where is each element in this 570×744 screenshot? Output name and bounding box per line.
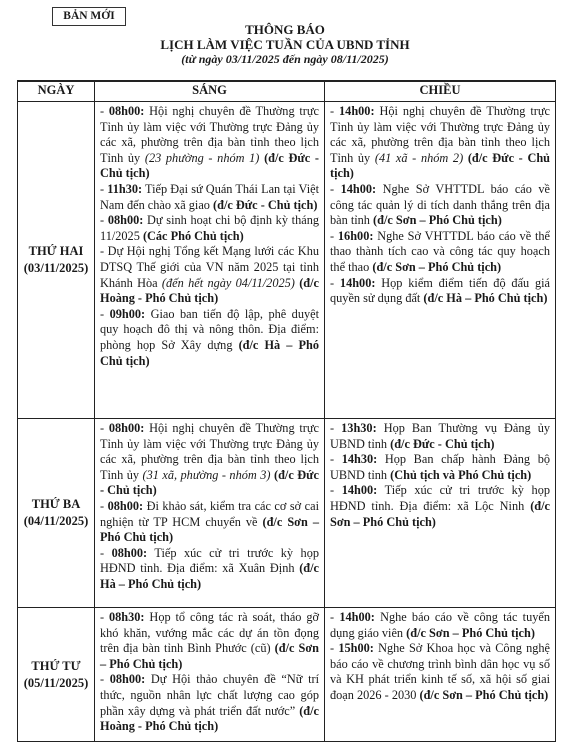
entry-dash: - xyxy=(330,228,338,243)
day-date: (03/11/2025) xyxy=(23,261,89,275)
entry-text: Họp tổ công tác rà soát, tháo gỡ khó khăn, vướng mắc các dự án tồn đọng trên địa bàn tỉnh Bình Phước (cũ) xyxy=(100,610,319,656)
schedule-entry xyxy=(100,244,319,306)
column-header-morning: SÁNG xyxy=(95,81,325,102)
entry-time: 11h30: xyxy=(107,181,143,196)
entry-text: Hội nghị chuyên đề Thường trực Tỉnh ủy làm việc với Thường trực Đảng ủy các xã, phường trên địa bàn tỉnh theo lịch Tỉnh ủy xyxy=(100,421,320,482)
entry-text: Dự Hội thảo chuyên đề “Nữ trí thức, nguồn nhân lực chất lượng cao góp phần xây dựng và phát triển đất nước” xyxy=(100,672,320,718)
entry-text: Dự Hội nghị Tổng kết Mạng lưới các Khu DTSQ Thế giới của VN năm 2025 tại tỉnh Khánh Hòa xyxy=(100,244,319,290)
notice-title: THÔNG BÁO xyxy=(245,22,325,37)
entry-assignee: (đ/c Hà – Phó Chủ tịch) xyxy=(423,291,548,306)
schedule-body xyxy=(18,102,556,742)
entry-time: 14h30: xyxy=(341,452,378,467)
schedule-row xyxy=(18,608,556,742)
entry-dash: - xyxy=(100,672,110,687)
entry-text: Họp kiểm điểm tiến độ đấu giá quyền sử dụng đất xyxy=(330,275,551,306)
schedule-entry xyxy=(100,213,319,244)
entry-time: 08h00: xyxy=(107,498,144,513)
schedule-entry xyxy=(330,276,550,307)
date-range: (từ ngày 03/11/2025 đến ngày 08/11/2025) xyxy=(181,52,389,66)
entry-dash: - xyxy=(100,213,108,228)
entry-assignee: (đ/c Sơn – Phó Chủ tịch) xyxy=(100,514,319,545)
entry-text: Nghe Sở VHTTDL báo cáo về thể thao thành tích cao và công tác quy hoạch thể thao xyxy=(330,228,550,274)
entry-dash: - xyxy=(330,641,339,656)
entry-time: 16h00: xyxy=(337,228,374,243)
schedule-entry xyxy=(100,104,319,182)
entry-assignee: (Chủ tịch và Phó Chủ tịch) xyxy=(390,467,532,482)
entry-time: 13h30: xyxy=(341,421,377,435)
entry-time: 14h00: xyxy=(339,275,376,290)
entry-assignee: (đ/c Hoàng - Phó Chủ tịch) xyxy=(100,275,320,306)
schedule-entry xyxy=(330,452,550,483)
entry-text: Tiếp xúc cử tri trước kỳ họp HĐND tỉnh. Địa điểm: xã Xuân Định xyxy=(100,545,319,576)
entry-dash: - xyxy=(330,452,342,467)
entry-dash: - xyxy=(100,498,108,513)
schedule-entry xyxy=(100,610,319,672)
schedule-entry xyxy=(100,546,319,593)
afternoon-cell xyxy=(325,608,556,742)
entry-time: 14h00: xyxy=(339,610,375,624)
schedule-subtitle: LỊCH LÀM VIỆC TUẦN CỦA UBND TỈNH xyxy=(160,37,410,52)
entry-dash: - xyxy=(330,104,340,118)
schedule-entry xyxy=(330,641,550,703)
entry-time: 14h00: xyxy=(341,483,378,498)
entry-time: 08h00: xyxy=(108,421,145,435)
entry-assignee: (đ/c Sơn – Phó Chủ tịch) xyxy=(373,213,502,228)
day-name: THỨ HAI xyxy=(28,244,84,259)
afternoon-cell xyxy=(325,419,556,608)
entry-text: Họp Ban chấp hành Đảng bộ UBND tỉnh xyxy=(330,452,550,482)
entry-text: Hội nghị chuyên đề Thường trực Tỉnh ủy làm việc với Thường trực Đảng ủy các xã, phường trên địa bàn tỉnh theo lịch Tỉnh ủy xyxy=(330,104,551,165)
entry-assignee: (đ/c Đức - Chủ tịch) xyxy=(390,436,495,451)
schedule-entry xyxy=(330,610,550,641)
entry-text: Nghe báo cáo về công tác tuyển dụng giáo viên xyxy=(330,610,551,640)
entry-assignee: (đ/c Sơn – Phó Chủ tịch) xyxy=(100,641,319,671)
entry-dash: - xyxy=(100,306,110,321)
entry-dash: - xyxy=(100,104,109,118)
entry-time: 08h30: xyxy=(109,610,145,624)
entry-dash: - xyxy=(100,244,108,259)
entry-time: 08h00: xyxy=(109,672,146,687)
column-header-afternoon: CHIỀU xyxy=(325,81,556,102)
entry-time: 14h00: xyxy=(339,104,375,118)
entry-text: Họp Ban Thường vụ Đảng ủy UBND tỉnh xyxy=(330,421,551,451)
entry-assignee: (đ/c Sơn – Phó Chủ tịch) xyxy=(419,687,549,702)
day-cell xyxy=(18,102,95,419)
schedule-row xyxy=(18,102,556,419)
entry-time: 14h00: xyxy=(340,181,377,196)
entry-assignee: (đ/c Hoàng - Phó Chủ tịch) xyxy=(100,703,319,734)
schedule-entry xyxy=(100,672,319,734)
schedule-entry xyxy=(100,499,319,546)
morning-cell xyxy=(95,608,325,742)
schedule-entry xyxy=(330,421,550,452)
entry-dash: - xyxy=(100,421,109,435)
morning-cell xyxy=(95,102,325,419)
entry-note: (23 phường - nhóm 1) xyxy=(144,150,260,165)
entry-assignee: (đ/c Sơn – Phó Chủ tịch) xyxy=(406,625,535,640)
entry-note: (31 xã, phường - nhóm 3) xyxy=(142,467,271,482)
entry-text: Dự sinh hoạt chi bộ định kỳ tháng 11/2025 xyxy=(100,213,320,243)
entry-assignee: (đ/c Đức - Chủ tịch) xyxy=(100,467,319,498)
entry-text: Giao ban tiến độ lập, phê duyệt quy hoạch đô thị và nông thôn. Địa điểm: phòng họp Sở Xây dựng xyxy=(100,306,319,352)
afternoon-cell xyxy=(325,102,556,419)
entry-dash: - xyxy=(100,181,108,196)
entry-text: Đi khảo sát, kiểm tra các cơ sở cai nghiện từ TP HCM chuyển về xyxy=(100,498,319,529)
entry-time: 08h00: xyxy=(107,213,144,228)
entry-assignee: (đ/c Sơn – Phó Chủ tịch) xyxy=(330,498,550,529)
entry-dash: - xyxy=(100,610,109,624)
entry-text: Nghe Sở Khoa học và Công nghệ báo cáo về chương trình bình dân học vụ số và KH phát triển kinh tế số, xã hội số giai đoạn 2026 - 2030 xyxy=(330,641,550,702)
entry-assignee: (đ/c Đức - Chủ tịch) xyxy=(100,150,320,181)
day-date: (04/11/2025) xyxy=(23,514,89,528)
schedule-entry xyxy=(330,229,550,276)
entry-assignee: (đ/c Sơn – Phó Chủ tịch) xyxy=(372,259,502,274)
schedule-entry xyxy=(330,182,550,229)
day-date: (05/11/2025) xyxy=(23,675,89,690)
day-name: THỨ BA xyxy=(31,497,81,512)
entry-assignee: (đ/c Hà – Phó Chủ tịch) xyxy=(100,561,319,591)
entry-note: (41 xã - nhóm 2) xyxy=(374,150,464,165)
entry-time: 08h00: xyxy=(108,104,145,118)
entry-time: 08h00: xyxy=(111,545,148,560)
schedule-entry xyxy=(100,307,319,369)
table-header-row xyxy=(18,81,556,102)
day-cell xyxy=(18,419,95,608)
entry-text: Tiếp Đại sứ Quán Thái Lan tại Việt Nam đến chào xã giao xyxy=(100,181,319,212)
entry-time: 09h00: xyxy=(109,306,146,321)
entry-dash: - xyxy=(330,483,342,498)
weekly-schedule-table xyxy=(17,80,556,742)
entry-time: 15h00: xyxy=(338,641,374,656)
day-cell xyxy=(18,608,95,742)
entry-dash: - xyxy=(330,181,341,196)
entry-assignee: (đ/c Đức - Chủ tịch) xyxy=(330,150,550,181)
entry-dash: - xyxy=(330,421,342,435)
entry-text: Tiếp xúc cử tri trước kỳ họp HĐND tỉnh. Địa điểm: xã Lộc Ninh xyxy=(330,483,550,513)
entry-dash: - xyxy=(330,275,340,290)
column-header-day: NGÀY xyxy=(18,81,95,102)
schedule-entry xyxy=(330,104,550,182)
entry-text: Hội nghị chuyên đề Thường trực Tỉnh ủy làm việc với Thường trực Đảng ủy các xã, phường trên địa bàn tỉnh theo lịch Tỉnh ủy xyxy=(100,104,320,165)
entry-dash: - xyxy=(330,610,340,624)
entry-text: Nghe Sở VHTTDL báo cáo về công tác quản lý di tích danh thắng trên địa bàn tỉnh xyxy=(330,181,550,228)
new-version-stamp: BẢN MỚI xyxy=(52,7,126,26)
schedule-entry xyxy=(100,421,319,499)
schedule-row xyxy=(18,419,556,608)
entry-assignee: (Các Phó Chủ tịch) xyxy=(142,228,244,243)
entry-assignee: (đ/c Đức - Chủ tịch) xyxy=(213,197,318,212)
day-name: THỨ TƯ xyxy=(31,658,81,673)
schedule-entry xyxy=(100,182,319,213)
entry-dash: - xyxy=(100,545,112,560)
morning-cell xyxy=(95,419,325,608)
entry-assignee: (đ/c Hà – Phó Chủ tịch) xyxy=(100,337,319,368)
entry-note: (đến hết ngày 04/11/2025) xyxy=(161,275,295,290)
schedule-entry xyxy=(330,483,550,530)
